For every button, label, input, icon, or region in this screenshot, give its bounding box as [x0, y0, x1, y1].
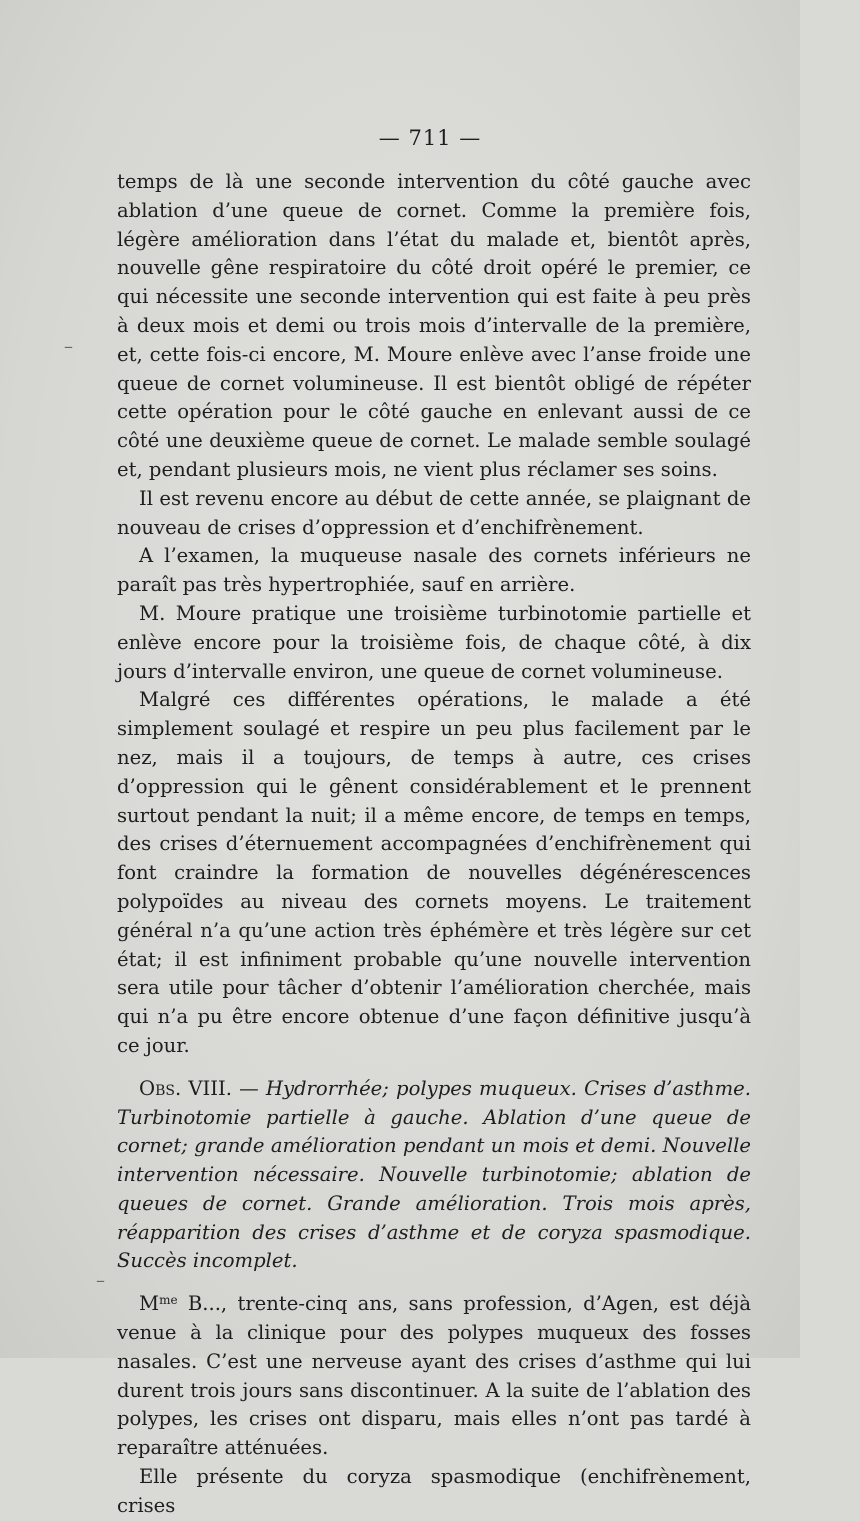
observation-dash: — [231, 1076, 266, 1100]
paragraph: A l’examen, la muqueuse nasale des cornets inférieurs ne paraît pas très hypertrophiée, sauf en arrière. [117, 544, 751, 597]
paragraph: M. Moure pratique une troisième turbinotomie partielle et enlève encore pour la troisième fois, de chaque côté, à dix jours d’intervalle environ, une queue de cornet volumineuse. [117, 601, 751, 683]
case-paragraph: Elle présente du coryza spasmodique (enchifrènement, crises [117, 1465, 751, 1517]
paragraph: temps de là une seconde intervention du côté gauche avec ablation d’une queue de cornet. Comme la première fois, légère amélioration dans l’état du malade et, bientôt après, nouvelle gêne respiratoire du côté droit opéré le premier, ce qui nécessite une seconde intervention qui est faite à peu près à deux mois et demi ou trois mois d’intervalle de la première, et, cette fois-ci encore, M. Moure enlève avec l’anse froide une queue de cornet volumineuse. Il est bientôt obligé de répéter cette opération pour le côté gauche en enlevant aussi de ce côté une deuxième queue de cornet. Le malade semble soulagé et, pendant plusieurs mois, ne vient plus réclamer ses soins. [117, 170, 751, 481]
paragraph: Malgré ces différentes opérations, le malade a été simplement soulagé et respire un peu plus facilement par le nez, mais il a toujours, de temps à autre, ces crises d’oppression qui le gênent considérablement et le prennent surtout pendant la nuit; il a même encore, de temps en temps, des crises d’éternuement accompagnées d’enchifrènement qui font craindre la formation de nouvelles dégénérescences polypoïdes au niveau des cornets moyens. Le traitement général n’a qu’une action très éphémère et très légère sur cet état; il est infiniment probable qu’une nouvelle intervention sera utile pour tâcher d’obtenir l’amélioration cherchée, mais qui n’a pu être encore obtenue d’une façon définitive jusqu’à ce jour. [117, 688, 751, 1057]
observation-label: Obs. VIII. [139, 1076, 232, 1100]
case-paragraph [117, 1290, 751, 1463]
case-prefix-superscript: me [159, 1293, 178, 1308]
case-text: B..., trente-cinq ans, sans profession, d’Agen, est déjà venue à la clinique pour des polypes muqueux des fosses nasales. C’est une nerveuse ayant des crises d’asthme qui lui durent trois jours sans discontinuer. A la suite de l’ablation des polypes, les crises ont disparu, mais elles n’ont pas tardé à reparaître atténuées. [117, 1292, 751, 1460]
paragraph: Il est revenu encore au début de cette année, se plaignant de nouveau de crises d’oppression et d’enchifrènement. [117, 486, 751, 539]
observation-title: Hydrorrhée; polypes muqueux. Crises d’asthme. Turbinotomie partielle à gauche. Ablation d’une queue de cornet; grande amélioration pendant un mois et demi. Nouvelle intervention nécessaire. Nouvelle turbinotomie; ablation de queues de cornet. Grande amélioration. Trois mois après, réapparition des crises d’asthme et de coryza spasmodique. Succès incomplet. [117, 1076, 751, 1273]
page-number: — 711 — [378, 126, 482, 150]
margin-mark: – [96, 1270, 105, 1291]
margin-mark: – [64, 336, 73, 357]
observation-heading [117, 1075, 751, 1277]
body-text [117, 168, 751, 1521]
case-prefix: M [139, 1292, 160, 1316]
